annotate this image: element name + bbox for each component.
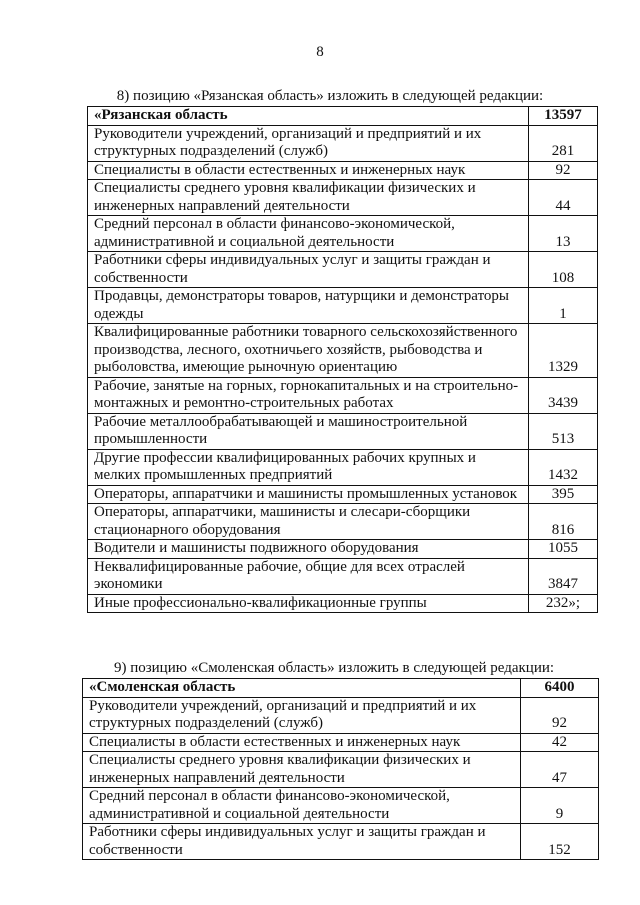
row-label: Операторы, аппаратчики, машинисты и слесари-сборщики стационарного оборудования [88,504,529,540]
row-label: Средний персонал в области финансово-экономической, административной и социальной деятельности [83,788,521,824]
row-value: 3439 [529,377,598,413]
row-value: 1432 [529,449,598,485]
table-row [88,540,598,559]
table-row [88,216,598,252]
row-label: Работники сферы индивидуальных услуг и защиты граждан и собственности [83,824,521,860]
row-label: Руководители учреждений, организаций и предприятий и их структурных подразделений (служб) [83,697,521,733]
row-label: Квалифицированные работники товарного сельскохозяйственного производства, лесного, охотничьего хозяйств, рыбоводства и рыболовства, имеющие рыночную ориентацию [88,324,529,378]
row-value: 3847 [529,558,598,594]
row-label: Продавцы, демонстраторы товаров, натурщики и демонстраторы одежды [88,288,529,324]
table-header-row [83,679,599,698]
page-number: 8 [316,44,324,60]
row-label: Операторы, аппаратчики и машинисты промышленных установок [88,485,529,504]
row-label: Другие профессии квалифицированных рабочих крупных и мелких промышленных предприятий [88,449,529,485]
row-label: Руководители учреждений, организаций и предприятий и их структурных подразделений (служб) [88,125,529,161]
row-value: 816 [529,504,598,540]
row-label: Средний персонал в области финансово-экономической, административной и социальной деятельности [88,216,529,252]
row-value: 281 [529,125,598,161]
table-row [88,413,598,449]
row-value: 9 [521,788,599,824]
table-row [88,377,598,413]
table-row [88,324,598,378]
row-label: Рабочие, занятые на горных, горнокапитальных и на строительно-монтажных и ремонтно-строительных работах [88,377,529,413]
row-label: Рабочие металлообрабатывающей и машиностроительной промышленности [88,413,529,449]
row-value: 108 [529,252,598,288]
table-row [88,485,598,504]
table-row [83,788,599,824]
table-row [88,449,598,485]
region-name: «Рязанская область [88,107,529,126]
row-label: Специалисты в области естественных и инженерных наук [83,733,521,752]
table-row [88,504,598,540]
section-8-intro: 8) позицию «Рязанская область» изложить в следующей редакции: [116,88,544,104]
row-value: 47 [521,752,599,788]
table-row [83,752,599,788]
table-row [88,594,598,613]
region-total: 13597 [529,107,598,126]
row-value: 92 [529,161,598,180]
region-name: «Смоленская область [83,679,521,698]
table-header-row [88,107,598,126]
table-row [83,733,599,752]
table-row [88,558,598,594]
row-value: 92 [521,697,599,733]
row-label: Специалисты в области естественных и инженерных наук [88,161,529,180]
row-value: 395 [529,485,598,504]
row-value: 152 [521,824,599,860]
smolensk-table [82,678,599,860]
table-row [88,125,598,161]
row-value: 513 [529,413,598,449]
table-row [83,824,599,860]
row-value: 1 [529,288,598,324]
table-row [88,252,598,288]
region-total: 6400 [521,679,599,698]
row-value: 1329 [529,324,598,378]
table-row [83,697,599,733]
row-value: 232»; [529,594,598,613]
row-value: 44 [529,180,598,216]
row-value: 13 [529,216,598,252]
row-value: 1055 [529,540,598,559]
table-row [88,288,598,324]
row-label: Специалисты среднего уровня квалификации физических и инженерных направлений деятельности [83,752,521,788]
row-label: Иные профессионально-квалификационные группы [88,594,529,613]
table-row [88,161,598,180]
ryazan-table [87,106,598,613]
row-label: Работники сферы индивидуальных услуг и защиты граждан и собственности [88,252,529,288]
row-label: Неквалифицированные рабочие, общие для всех отраслей экономики [88,558,529,594]
table-row [88,180,598,216]
row-value: 42 [521,733,599,752]
section-9-intro: 9) позицию «Смоленская область» изложить в следующей редакции: [113,660,555,676]
row-label: Водители и машинисты подвижного оборудования [88,540,529,559]
row-label: Специалисты среднего уровня квалификации физических и инженерных направлений деятельности [88,180,529,216]
